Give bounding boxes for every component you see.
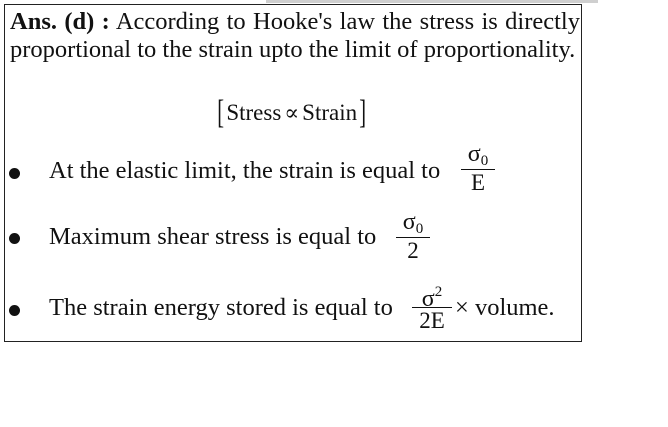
numerator-subscript: 0 <box>415 221 424 237</box>
bullet-strain-energy <box>5 273 580 333</box>
fraction-numerator: σ <box>467 141 481 167</box>
fraction-denominator: E <box>470 170 486 195</box>
answer-label: Ans. (d) : <box>10 8 110 35</box>
relation-strain: Strain <box>302 100 358 125</box>
bullet-dot-icon <box>9 233 20 244</box>
bullet-elastic-limit <box>5 141 580 201</box>
fraction-sigma0-over-2 <box>395 209 431 264</box>
fraction-denominator: 2 <box>407 238 419 263</box>
bullet-dot-icon <box>9 305 20 316</box>
fraction-denominator: 2E <box>419 308 445 333</box>
numerator-superscript: 2 <box>434 284 443 300</box>
bullet-text: Maximum shear stress is equal to <box>49 223 377 250</box>
fraction-sigma0-over-E <box>460 141 496 196</box>
fraction-numerator: σ <box>402 209 416 235</box>
answer-box <box>4 4 582 342</box>
answer-intro <box>10 8 580 64</box>
left-bracket: [ <box>217 94 225 131</box>
relation-stress: Stress <box>226 100 282 125</box>
previous-question-edge <box>266 0 598 3</box>
bullet-dot-icon <box>9 168 20 179</box>
numerator-subscript: 0 <box>480 153 489 169</box>
proportional-symbol: ∝ <box>284 100 300 125</box>
proportionality-relation <box>215 95 368 131</box>
answer-statement: According to Hooke's law the stress is directly proportional to the strain upto the limit of proportionality. <box>10 8 580 63</box>
right-bracket: ] <box>359 94 367 131</box>
bullet-max-shear-stress <box>5 205 580 265</box>
fraction-sigma-squared-over-2E <box>411 279 453 334</box>
bullet-text: The strain energy stored is equal to <box>49 294 393 321</box>
bullet-text: At the elastic limit, the strain is equal to <box>49 157 441 184</box>
times-volume-text: × volume. <box>455 294 555 321</box>
fraction-numerator: σ <box>421 286 435 312</box>
